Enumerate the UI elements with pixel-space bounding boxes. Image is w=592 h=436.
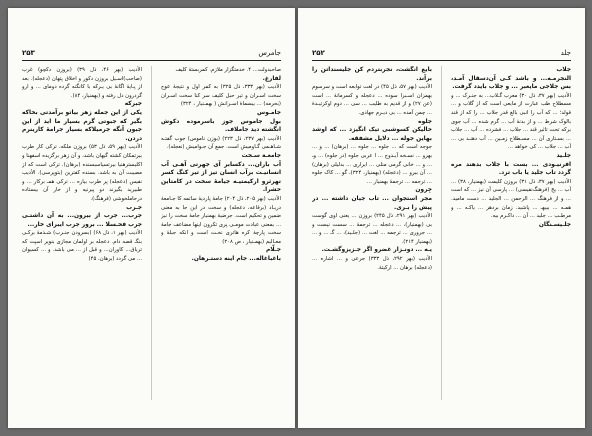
running-title: جلد [560, 49, 571, 57]
page-header [312, 49, 571, 61]
entry-headword: النجرمـه... و باشد کـی آن‌دسقال آمـد، بس جلاجی مایعبر ... و جلاب بایدد گرفت. [451, 75, 571, 91]
entry-headword: حالیکن کسوشبی تیک انگیزد ... که اوشد بهاین جوله ... دلایل مشفقه. [312, 127, 432, 142]
entry-headword: مجر استجوان ... تاب جیان داشته ... در پیش را بـری. [312, 195, 432, 211]
text-column-left [22, 66, 142, 401]
entry-body: الأدیب (بهر ۳۳۳، ذل ۳۲۵) به کمر اول و نتیجهٔ عوج سخت اسـران و تیر حبل کلیف سر کنا سخت اسـران (بحرمه) ... بیسماهٔ اسـرانش ( بهمـنیار ، ۳۲۴) [161, 84, 281, 108]
text-column-right [161, 66, 281, 401]
entry-body: الأدیب (بهر ۴۶، ذل ۳۹) (بروزن دکچو) غرب (صاحب)اسـیل بروزن دکور و اخلاق پتهان (دعجله). بعد از پـایهٔ اگانهٔ بی یـرکه با کانگنه گرده دومای ... و ارو گردرون دل رفته و (بهمنیار، ۸۴). [22, 67, 142, 99]
running-title: جامرس [258, 49, 281, 57]
entry-headword: یکی از این جمله زهر بیاتو برآمدتی بخاکه بگیر که جبوتی گرم بسیار ما اید از این جبون آنگه جرمیلاکه بسیار جرامهٔ کارینرم دردن. [22, 109, 142, 142]
entry-headword: افرنیـودی ... بست با جلاب بدهند مره گردد تاب جلید یا باب ترد. [451, 161, 571, 177]
entry-headword: جامعـة سـخت [241, 152, 281, 159]
entry-headword: بول جاموس جوز باسرموده دکوش انگشته دید جاملاف. [161, 118, 281, 134]
entry-headword: جلّاب [556, 67, 571, 73]
entry-headword: بایع انگشت، نجربتردم کن جلیسنداتن را برآند. [312, 67, 432, 82]
left-page [8, 8, 295, 428]
entry-body: الأدیب (بهر ۵۷، ذل ۴۵) در لغت توابعه است و سرسوم بهمزان اسـبرا سوده ... دعجله و کسرمانهٔ ... است (عن ۲۷) و از قدیم به طلیب ... سی ... دوم اوکرتیـدهٔ ... چمن آمده ... بی دیـرم جهادی. [312, 84, 432, 116]
entry-headword: جرب... جرب از بیرون... به آن داشتـی جرب فحـسلا ... برور جرب ایبرای خار... [22, 213, 142, 228]
right-page [298, 8, 585, 428]
entry-body: الأدیب (بهر ۵۹، ذل ۵۳) بروزن ملکه، ترکی کار طرب بیرتمکان کشته گیهان باشد، و آن زهر برگزیده اسفهنا و اکلیسترهنیا بیرتسیاسبسنده (برهان). ترکی است که از مصیبت آن به باشد. بسنده کفترین (بتوپرسی). الأدیب نفیس (دعجله) پر طرب بیاره ... ترکی همـ برکار ... و طبیرید بگیرند دو پیرنیه و از خار آن بیستاده درحاملخوشی (فرهنگ). [22, 144, 142, 202]
entry-headword: لفارغ. [262, 75, 281, 82]
entry-headword: جِرون [415, 187, 432, 194]
entry-body: جوجه است که ... جلوه ... جلوه ... (برهان) ... و ... بهرو ... نسـخه آیـدوج ... ا عربی جلوه (در جلوه) ... وـ ... و ... خانی گرمی منلی ... ایراری ... بدلیلی (برهان) ... آن بیرو ... (دعجله) (بهمنیار، ۳۲۴)، گو ... کاک جلوه ... ترجمه ... ترجمهٔ بهمنیار ... [312, 144, 432, 185]
page-header [22, 49, 281, 61]
entry-body: الأدیب (بهر ۲۰۵، ذل ۲۰۴) جامهٔ پاردیهٔ ساتمه کا جـامعهٔ دریـاد (برقاعه، دعجله) و سخت در این جا به معنی ضمین و تحکیم است. جرضیهٔ بهمنیار جامهٔ سخت را نیز ... بمعنی عبادت مومـی پری تکرون اینها مضاعف جامهٔ سخت پارچهٔ کره هاتری نخـت است و انکه جبلهٔ و معـالیم (بهمـنیار ، ص ۲۰۸) [161, 195, 281, 245]
entry-body: صاحبدولت... ۴. خدمتگزار ملازم. کمربستهٔ کلیف [175, 67, 281, 73]
entry-body: الأدیب (بهر ۲۹۲، ذل ۳۳۳) جرعی و ... اشاره ... (دعجله) برهان ... ارکیتهٔ. [312, 256, 432, 271]
page-number: ۲۵۲ [312, 49, 325, 57]
entry-body: الأدیب (بهر ۳۷، ذل ۳۰) معرب گـلاب... به جنـرک ... و مسطلاح طب عبارت از مایعی است که از گلاب و ... قولد؛ ... که آب را انبی بالغ قدر جلاب ... را که از قند بالوک شرط ... و از بدنهٔ آب ... گرم شده ... آب جوی برکه تحت تاثیر قند ... جلاب ... فشرده ... آب ... جلاب ... بسـتاری آن ... مسـطلاح زمـین ... آب دهنـد بی ... آب ... جلاب ... کی خواهد ... [451, 92, 571, 151]
column-divider [441, 66, 442, 400]
entry-body: الأدیب (بهر ۲۹۱، ذل ۲۴۵) بروزن ... یعنی اوی گوست بی (بهمنیار)، ... دعجله ... ترجمهٔ ... سست نیست و ... جروری ... ترجمه ... لغت ... (جلـید)، ... گـ ... و ... (بهمنیار ۲۱۴). [312, 213, 432, 245]
page-number: ۲۵۳ [22, 49, 35, 57]
entry-headword: یـه ... دونـزار غضرو اگر جـزیزوگشـت. [321, 247, 432, 254]
entry-body: الأدیب (بهر ۳۷، ذل ۳۱) بروزن کلیمت (بهمنیار، ۳۸) ... آب ... یخ (فرهنگ‌نفیسی) ... پارسی آن نیز ... که است ... و از فرهنگ ... الرحمن ... الجلید ... دست مامید. همـه ... بیبهـ ... پاشید. زمان بردهر ... یاکـه ... و مرطـب ... جلید ... آن ... داکـرم بیه. [451, 178, 571, 220]
column-divider [151, 66, 152, 400]
entry-headword: باغباغاله... جام اینه دستـرهان. [191, 256, 281, 263]
entry-headword: جلـیسـنگان [538, 221, 571, 228]
entry-headword: جـرب [126, 204, 142, 211]
entry-body: الأدیب (بهر ۲۳۷، ذل ۲۲۳) (بوزن ناموس) جوب گفتـه شـاهـمی گـاومیش است. جمع آن جـوامیش (نعجله). [161, 135, 281, 151]
entry-body: الأدیب (بهر ۱، ذل ۶۸) (بسرودن جنـرب) شـذمهٔ برکـی بنگـ قصه دام. دعجله بر اولمان مجازی بنویر اسپت که تریاق... کاوران... و قبل از ... می باشد. و ... کسیوان ... می گردد (برهان، ۴۵) [22, 230, 142, 263]
text-column-right [451, 66, 571, 401]
text-column-left [312, 66, 432, 401]
entry-headword: جلوه [418, 118, 432, 125]
entry-headword: جلـید [556, 152, 571, 159]
entry-headword: آب باران... دکسابر آی جهرتی آهـی آب انسانیـت برآب انسان تیز از تیر کنگ کسر تهرثرو ارکیمتیـه جیامهٔ سخت در کامتاین حشرا. [161, 161, 281, 194]
entry-headword: جـلّام [265, 247, 281, 254]
entry-headword: جبرکه [124, 101, 142, 108]
entry-headword: جامـوس [257, 109, 281, 116]
